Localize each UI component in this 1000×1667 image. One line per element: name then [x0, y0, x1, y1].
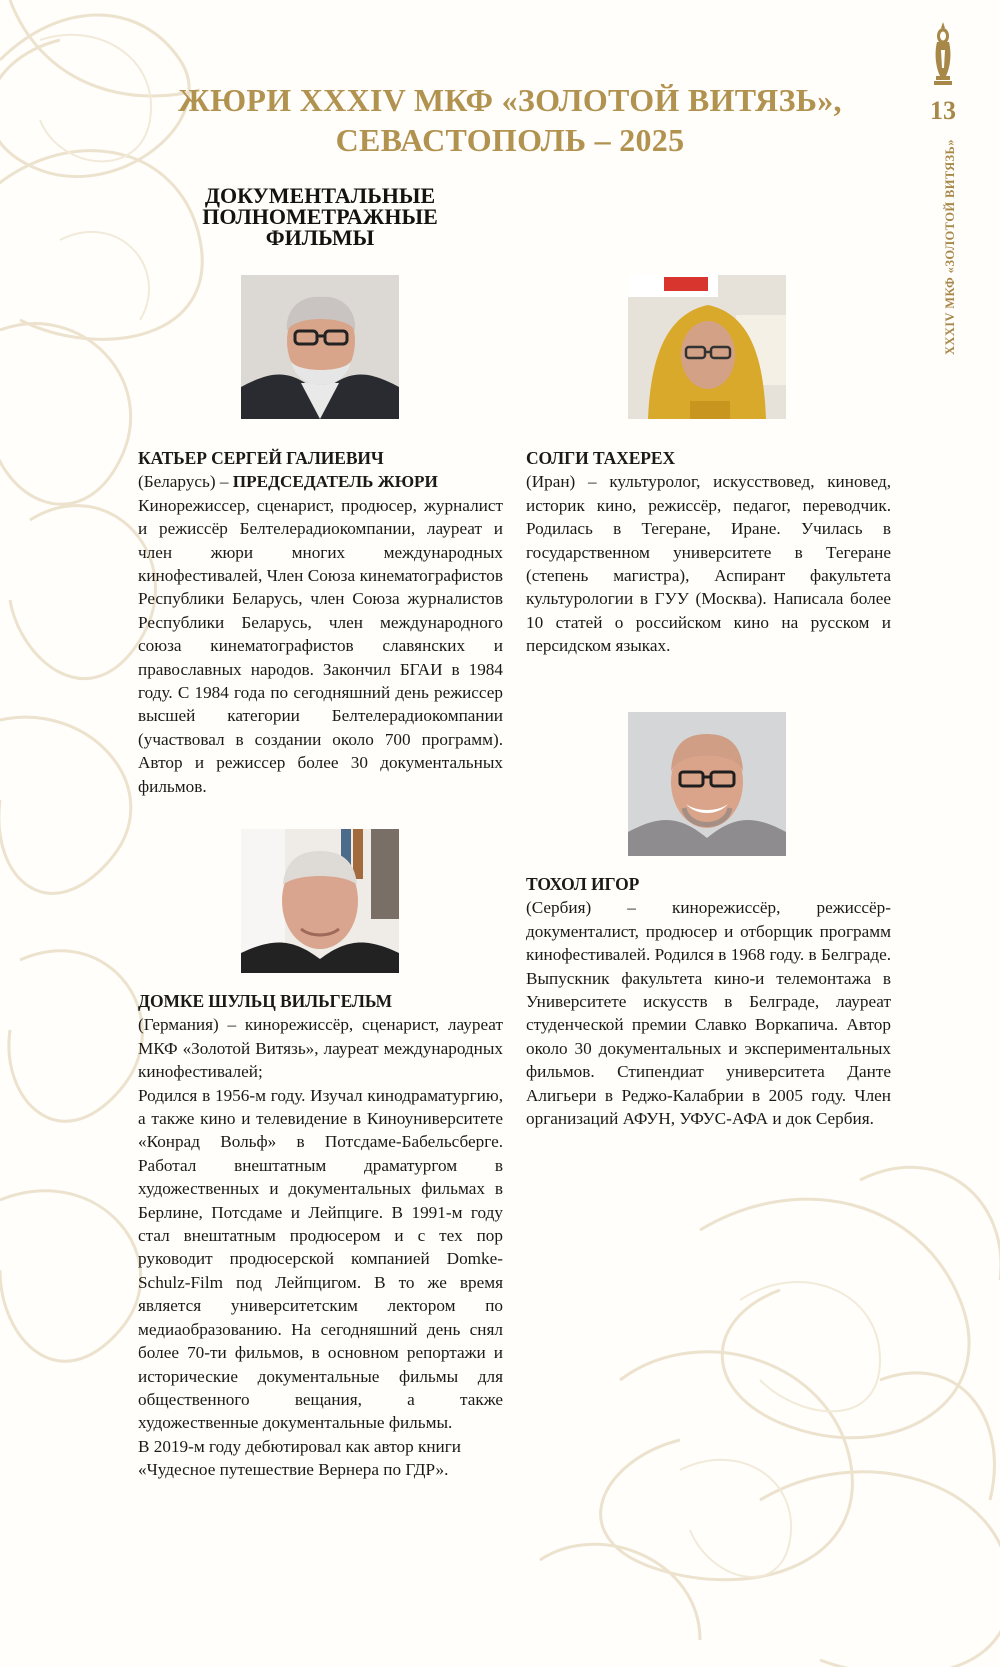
- jury-member-bio: [138, 470, 503, 798]
- jury-member-country: (Иран) –: [526, 472, 610, 492]
- jury-member-country: (Сербия) –: [526, 898, 672, 918]
- page-title-line-1: ЖЮРИ XXXIV МКФ «ЗОЛОТОЙ ВИТЯЗЬ»,: [178, 82, 842, 118]
- jury-photo-tokhol: [628, 712, 786, 856]
- jury-member-bio-paragraph-3: В 2019-м году дебютировал как автор книги «Чудесное путешествие Вернера по ГДР».: [138, 1436, 462, 1480]
- section-title: ДОКУМЕНТАЛЬНЫЕ ПОЛНОМЕТРАЖНЫЕ ФИЛЬМЫ: [202, 183, 438, 250]
- side-caption-festival-name: XXXIV МКФ «ЗОЛОТОЙ ВИТЯЗЬ»: [943, 139, 957, 355]
- page-title-line-2: СЕВАСТОПОЛЬ – 2025: [335, 122, 685, 158]
- jury-member-name: КАТЬЕР СЕРГЕЙ ГАЛИЕВИЧ: [138, 448, 384, 468]
- jury-member-country: (Беларусь) –: [138, 472, 233, 492]
- jury-member-bio-text: культуролог, искусствовед, киновед, историк кино, режиссёр, педагог, переводчик. Родилась в Тегеране, Иране. Училась в государственном университете в Тегеране (степень магистра), Аспирант факультета культурологии в ГУУ (Москва). Написала более 10 статей о российском кино на русском и персидском языках.: [526, 472, 892, 656]
- jury-member-country: (Германия) –: [138, 1015, 245, 1035]
- jury-photo-katyer: [241, 275, 399, 419]
- jury-photo-solgi: [628, 275, 786, 419]
- page-title: [150, 80, 870, 160]
- jury-member-bio-text: кинорежиссёр, режиссёр-документалист, продюсер и отборщик программ кинофестивалей. Родился в 1968 году. в Белграде. Выпускник факультета кино-и телемонтажа в Университете искусств в Белграде, лауреат студенческой премии Славко Воркапича. Автор около 30 документальных и экспериментальных фильмов. Стипендиат университета Данте Алигьери в Реджо-Калабрии в 2005 году. Член организаций АФУН, УФУС-АФА и док Сербия.: [526, 898, 891, 1129]
- jury-member-bio: [526, 896, 891, 1130]
- jury-member-bio-paragraph-2: Родился в 1956-м году. Изучал кинодраматургию, а также кино и телевидение в Киноуниверситете «Конрад Вольф» в Потсдаме-Бабельсберге. Работал внештатным драматургом в художественных и документальных фильмах в Берлине, Потсдаме и Лейпциге. В 1991-м году стал внештатным продюсером и с тех пор руководит продюсерской компанией Domke-Schulz-Film под Лейпцигом. В то же время является университетским лектором по медиаобразованию. На сегодняшний день снял более 70-ти фильмов, в основном репортажи и исторические документальные фильмы для общественного вещания, а также художественные документальные фильмы.: [138, 1085, 503, 1433]
- jury-member-domke-schulz: [138, 990, 503, 1482]
- jury-member-name: ДОМКЕ ШУЛЬЦ ВИЛЬГЕЛЬМ: [138, 991, 393, 1011]
- jury-member-bio-text: Кинорежиссер, сценарист, продюсер, журналист и режиссёр Белтелерадиокомпании, лауреат и член жюри многих международных кинофестивалей, Член Союза кинематографистов Республики Беларусь, член Союза журналистов Республики Беларусь, член международного союза кинематографистов славянских и православных народов. Закончил БГАИ в 1984 году. С 1984 года по сегодняшний день режиссер высшей категории Белтелерадиокомпании (участвовал в создании около 700 программ). Автор и режиссер более 30 документальных фильмов.: [138, 495, 503, 796]
- golden-knight-emblem-icon: [928, 20, 958, 90]
- jury-member-name: ТОХОЛ ИГОР: [526, 874, 640, 894]
- page-number: 13: [930, 96, 956, 125]
- jury-photo-domke-schulz: [241, 829, 399, 973]
- jury-member-name: СОЛГИ ТАХЕРЕХ: [526, 448, 675, 468]
- jury-member-solgi: [526, 447, 891, 658]
- jury-member-tokhol: [526, 873, 891, 1130]
- jury-member-role: ПРЕДСЕДАТЕЛЬ ЖЮРИ: [232, 472, 438, 492]
- jury-member-bio: [138, 1013, 503, 1083]
- jury-member-katyer: [138, 447, 503, 798]
- jury-member-bio-text: кинорежиссёр, сценарист, лауреат МКФ «Золотой Витязь», лауреат международных кинофестивалей;: [138, 1015, 503, 1082]
- jury-member-bio: [526, 470, 891, 657]
